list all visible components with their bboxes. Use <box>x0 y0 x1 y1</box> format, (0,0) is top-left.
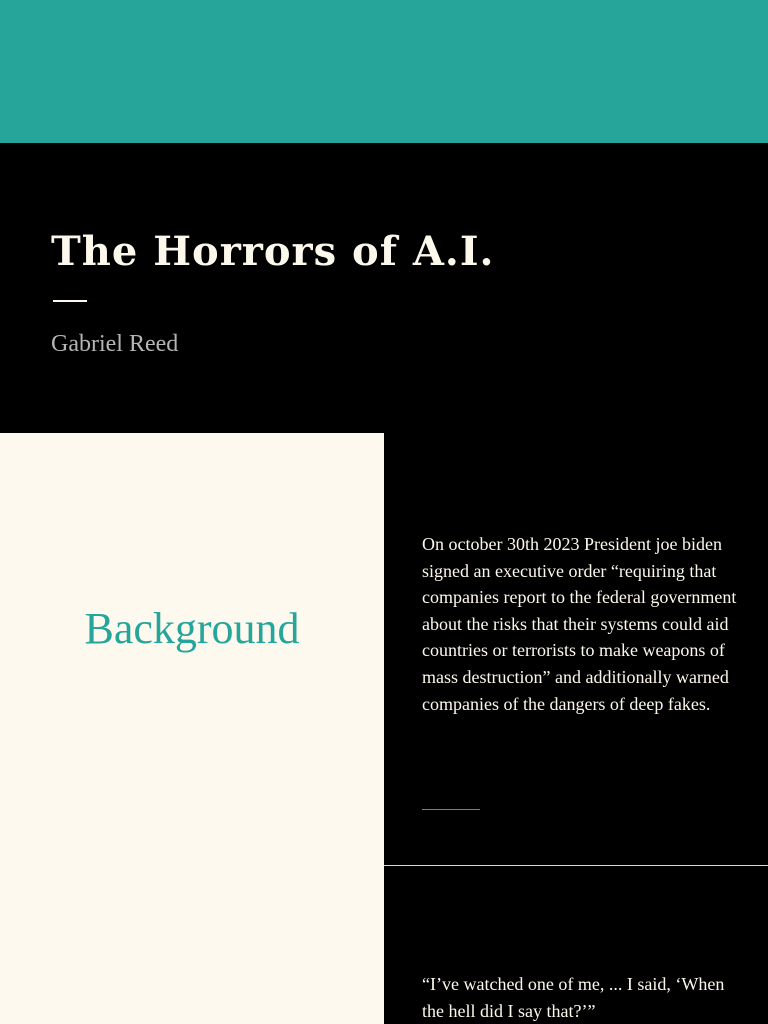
section-heading: Background <box>84 604 300 653</box>
author-name: Gabriel Reed <box>51 331 179 357</box>
background-paragraph: On october 30th 2023 President joe biden signed an executive order “requiring that companies report to the federal government about the risks that their systems could aid countries or terrorists to make weapons of mass destruction” and additionally warned companies of the dangers of deep fakes. <box>422 534 737 714</box>
quote-text: “I’ve watched one of me, ... I said, ‘When the hell did I say that?’” <box>422 974 725 1021</box>
page-title: The Horrors of A.I. <box>51 228 495 275</box>
title-divider <box>53 300 87 302</box>
title-block <box>0 143 768 433</box>
background-heading-panel <box>0 433 384 1024</box>
quote-panel <box>384 866 768 1024</box>
top-accent-band <box>0 0 768 143</box>
accent-divider <box>422 809 480 810</box>
background-text-panel <box>384 433 768 865</box>
